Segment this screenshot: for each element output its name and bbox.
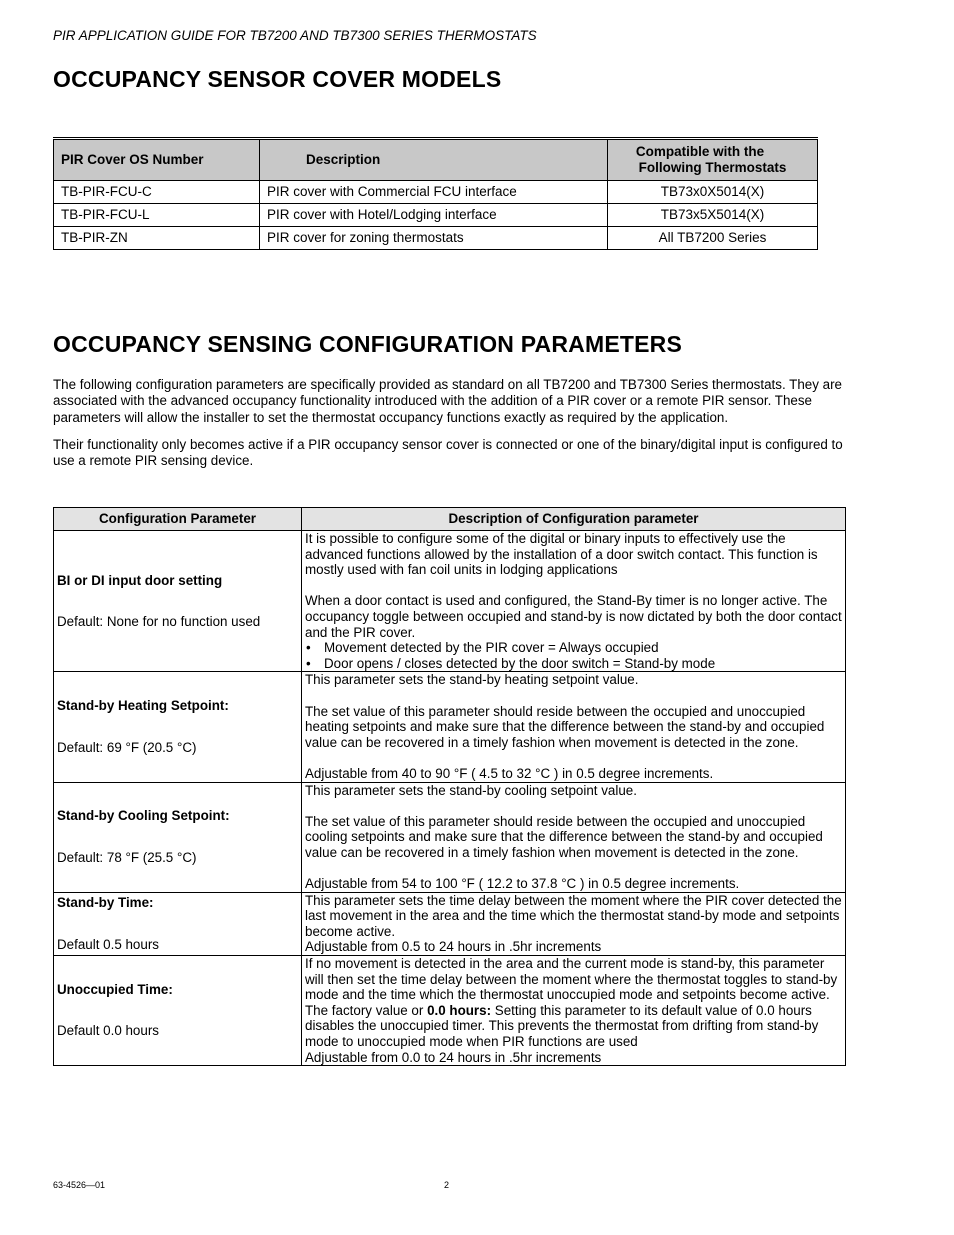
- parameter-name: Stand-by Time:: [57, 895, 154, 911]
- cover-os-number: TB-PIR-ZN: [54, 227, 260, 250]
- compatible-thermostats: TB73x5X5014(X): [608, 204, 818, 227]
- parameter-name: BI or DI input door setting: [57, 572, 223, 588]
- description-text: This parameter sets the time delay between the moment where the PIR cover detected the last movement in the area and the time which the thermostat stand-by mode and setpoints become active.: [305, 892, 842, 939]
- column-header: Description: [260, 139, 608, 181]
- cover-os-number: TB-PIR-FCU-L: [54, 204, 260, 227]
- description-text: Adjustable from 0.0 to 24 hours in .5hr increments: [305, 1049, 602, 1065]
- column-header: [608, 139, 818, 181]
- running-header: PIR APPLICATION GUIDE FOR TB7200 AND TB7300 SERIES THERMOSTATS: [53, 28, 537, 43]
- parameter-name: Stand-by Heating Setpoint:: [57, 698, 229, 714]
- description-text-bold: 0.0 hours:: [427, 1002, 492, 1018]
- parameter-description: [302, 531, 846, 672]
- cover-description: PIR cover for zoning thermostats: [260, 227, 608, 250]
- parameter-default: Default: 69 °F (20.5 °C): [57, 740, 197, 756]
- table-row: [54, 204, 818, 227]
- parameter-name: Stand-by Cooling Setpoint:: [57, 808, 230, 824]
- description-text: If no movement is detected in the area and the current mode is stand-by, this parameter will then set the time delay between the moment where the thermostat toggles to stand-by mode and the time which the thermostat unoccupied mode and setpoints become active.: [305, 956, 838, 1003]
- table-row: [54, 782, 846, 892]
- document-number: 63-4526—01: [53, 1180, 106, 1190]
- column-header-line: Compatible with the: [635, 144, 765, 159]
- column-header-line: Following Thermostats: [638, 160, 787, 175]
- intro-paragraph: The following configuration parameters are specifically provided as standard on all TB7200 and TB7300 Series thermostats. They are associated with the advanced occupancy functionality introduced with the addition of a PIR cover or a remote PIR sensor. These parameters will allow the installer to set the thermostat occupancy functions exactly as required by the application.: [53, 377, 843, 425]
- description-text: Adjustable from 0.5 to 24 hours in .5hr increments: [305, 939, 602, 955]
- description-text: The set value of this parameter should reside between the occupied and unoccupied cooling setpoints and make sure that the difference between the stand-by and occupied value can be recovered in a timely fashion when movement is detected in the zone.: [305, 813, 823, 860]
- parameter-default: Default: None for no function used: [57, 613, 261, 629]
- parameter-description: [302, 892, 846, 955]
- parameter-cell: [54, 782, 302, 892]
- parameter-name: Unoccupied Time:: [57, 982, 173, 998]
- table-row: [54, 892, 846, 955]
- parameter-cell: [54, 892, 302, 955]
- description-text: It is possible to configure some of the digital or binary inputs to effectively use the advanced functions allowed by the installation of a door switch contact. This function is mostly used with fan coil units in lodging applications: [305, 531, 818, 578]
- config-parameters-table: [53, 507, 846, 1066]
- table-row: [54, 227, 818, 250]
- parameter-default: Default: 78 °F (25.5 °C): [57, 850, 197, 866]
- parameter-cell: [54, 956, 302, 1066]
- parameter-default: Default 0.5 hours: [57, 936, 159, 952]
- description-text: [305, 1003, 842, 1050]
- parameter-description: [302, 672, 846, 782]
- description-text: The set value of this parameter should reside between the occupied and unoccupied heating setpoints and make sure that the difference between the stand-by and occupied value can be recovered in a timely fashion when movement is detected in the zone.: [305, 703, 825, 750]
- parameter-cell: [54, 531, 302, 672]
- list-item: • Movement detected by the PIR cover = Always occupied: [305, 640, 842, 656]
- description-text: Adjustable from 40 to 90 °F ( 4.5 to 32 °C ) in 0.5 degree increments.: [305, 765, 714, 781]
- parameter-description: [302, 956, 846, 1066]
- parameter-default: Default 0.0 hours: [57, 1023, 159, 1039]
- table-row: [54, 956, 846, 1066]
- description-text-part: The factory value or: [305, 1002, 428, 1018]
- table-row: [54, 531, 846, 672]
- cover-os-number: TB-PIR-FCU-C: [54, 181, 260, 204]
- description-text: This parameter sets the stand-by cooling setpoint value.: [305, 782, 637, 798]
- list-item: • Door opens / closes detected by the door switch = Stand-by mode: [305, 656, 842, 672]
- column-header: Description of Configuration parameter: [302, 508, 846, 531]
- section-title-cover-models: OCCUPANCY SENSOR COVER MODELS: [53, 66, 502, 92]
- page-number: 2: [444, 1180, 450, 1190]
- column-header: Configuration Parameter: [54, 508, 302, 531]
- column-header: PIR Cover OS Number: [54, 139, 260, 181]
- table-row: [54, 181, 818, 204]
- table-header-row: [54, 508, 846, 531]
- description-text: Adjustable from 54 to 100 °F ( 12.2 to 37.8 °C ) in 0.5 degree increments.: [305, 876, 740, 892]
- cover-description: PIR cover with Commercial FCU interface: [260, 181, 608, 204]
- description-text: This parameter sets the stand-by heating setpoint value.: [305, 672, 639, 688]
- table-row: [54, 672, 846, 782]
- intro-paragraph: Their functionality only becomes active if a PIR occupancy sensor cover is connected or one of the binary/digital input is configured to use a remote PIR sensing device.: [53, 437, 843, 469]
- description-text: When a door contact is used and configured, the Stand-By timer is no longer active. The occupancy toggle between occupied and stand-by is now dictated by both the door contact and the PIR cover.: [305, 593, 842, 640]
- table-header-row: [54, 139, 818, 181]
- compatible-thermostats: TB73x0X5014(X): [608, 181, 818, 204]
- parameter-description: [302, 782, 846, 892]
- cover-models-table: [53, 137, 818, 250]
- compatible-thermostats: All TB7200 Series: [608, 227, 818, 250]
- bullet-list: [305, 640, 842, 671]
- section-title-config-parameters: OCCUPANCY SENSING CONFIGURATION PARAMETERS: [53, 331, 683, 357]
- parameter-cell: [54, 672, 302, 782]
- description-text-part: Setting this parameter to its default value of 0.0 hours disables the unoccupied timer. This prevents the thermostat from drifting from stand-by mode to unoccupied mode when PIR functions are used: [305, 1002, 819, 1049]
- cover-description: PIR cover with Hotel/Lodging interface: [260, 204, 608, 227]
